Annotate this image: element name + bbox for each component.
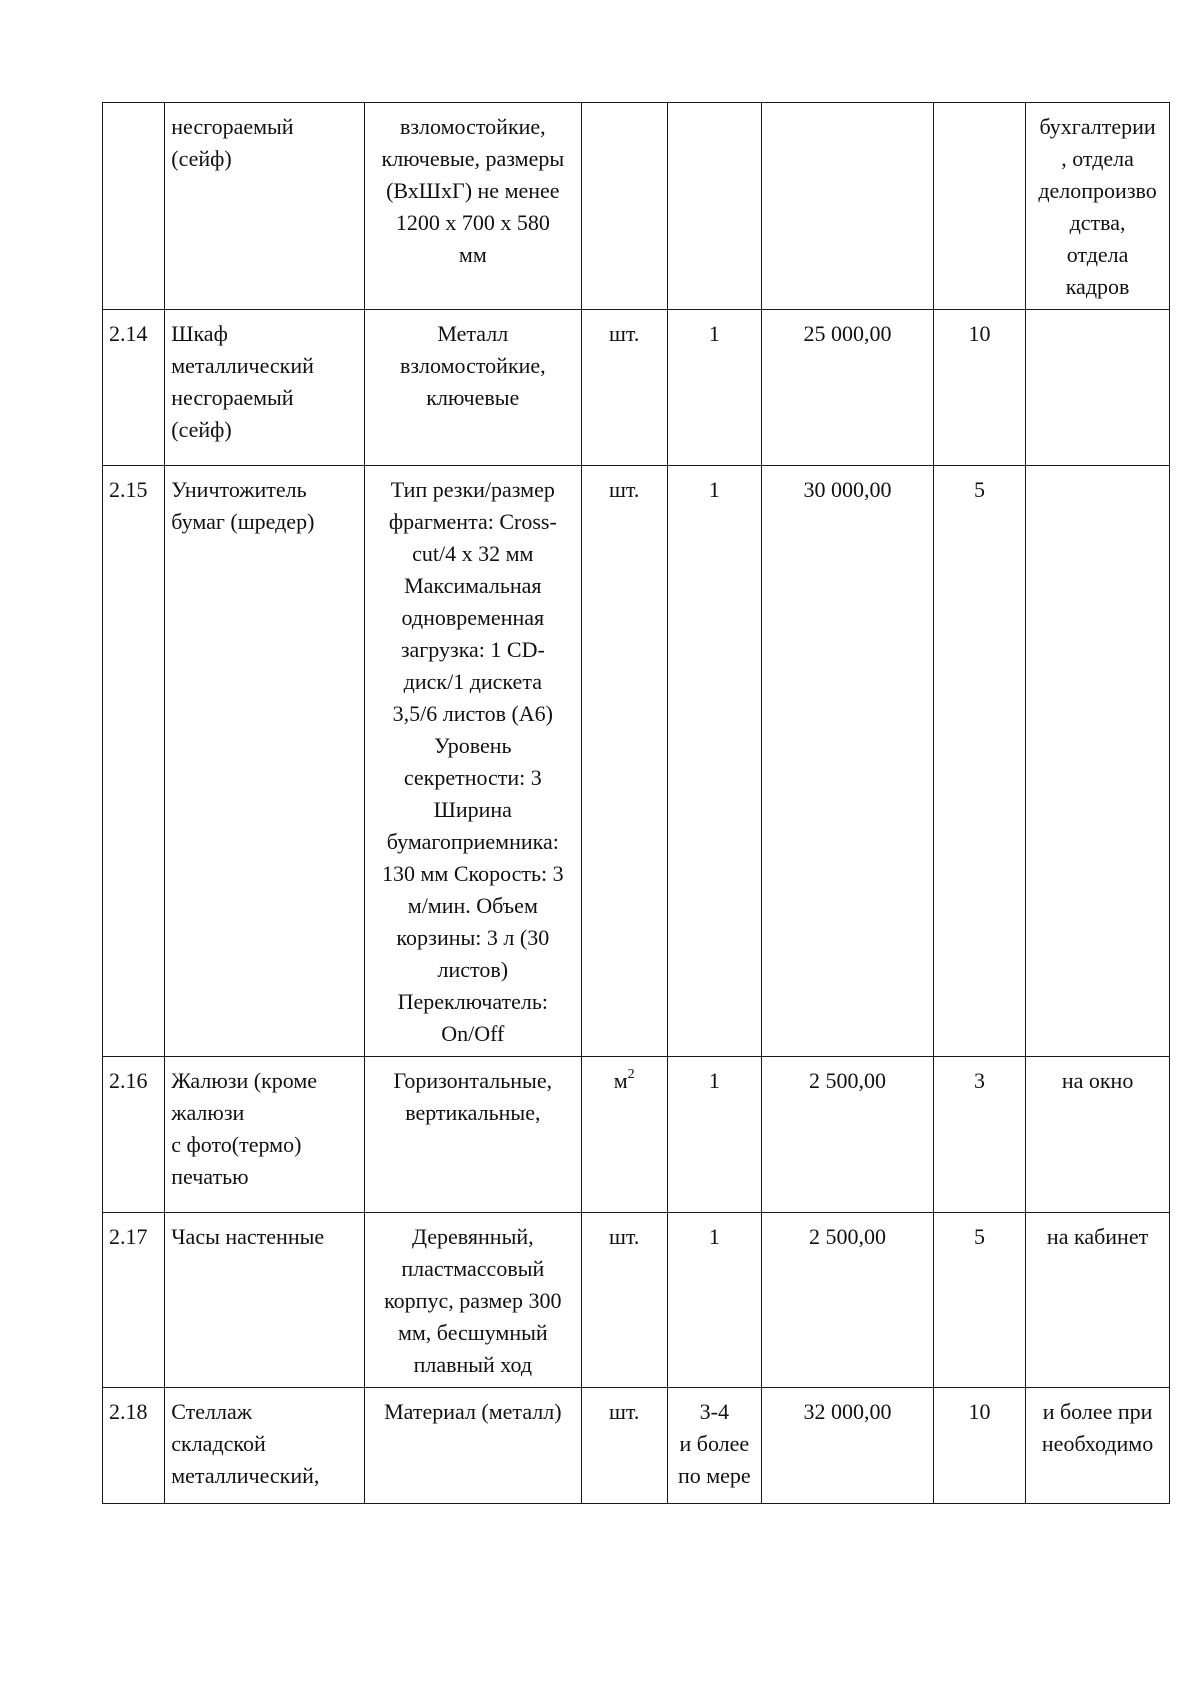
item-description-line: плавный ход [413,1352,533,1377]
item-unit: шт. [608,477,640,502]
item-description-line: Максимальная [404,573,542,598]
item-name-line: Стеллаж [171,1399,252,1424]
item-price-cell [762,1213,934,1388]
item-description-line: диск/1 дискета [403,669,542,694]
item-description-line: Уровень [434,733,512,758]
item-unit-cell [581,1057,667,1213]
item-service-life-cell [933,466,1025,1057]
item-number-cell [103,1057,165,1213]
item-price-cell [762,1388,934,1504]
item-note-line: бухгалтерии [1039,114,1156,139]
item-description-cell [364,1057,581,1213]
table-row [103,1388,1170,1504]
item-number: 2.16 [109,1068,148,1093]
item-description-line: Металл [437,321,509,346]
item-name-line: (сейф) [171,146,232,171]
item-number-cell [103,103,165,310]
item-quantity-line: и более [679,1431,750,1456]
item-unit-cell [581,466,667,1057]
item-quantity-line: по мере [677,1463,751,1488]
item-quantity-line: 1 [708,477,720,502]
item-quantity-cell [667,103,761,310]
item-number-cell [103,1213,165,1388]
item-note-line: кадров [1065,274,1130,299]
item-price: 2 500,00 [808,1224,886,1249]
item-description-cell [364,1213,581,1388]
item-name-line: Часы настенные [171,1224,325,1249]
item-number: 2.18 [109,1399,148,1424]
item-price: 25 000,00 [803,321,892,346]
item-name-line: жалюзи [171,1100,245,1125]
item-name-cell [165,103,365,310]
item-description-line: On/Off [441,1021,505,1046]
item-number-cell [103,310,165,466]
item-description-line: Горизонтальные, [393,1068,553,1093]
item-description-cell [364,1388,581,1504]
item-description-line: Деревянный, [412,1224,534,1249]
item-service-life-cell [933,1057,1025,1213]
item-note-cell [1026,1057,1170,1213]
item-price-cell [762,466,934,1057]
item-description-cell [364,466,581,1057]
item-note-cell [1026,103,1170,310]
item-description-line: (ВхШхГ) не менее [386,178,560,203]
item-description-line: бумагоприемника: [386,829,559,854]
item-quantity-cell [667,466,761,1057]
item-name-line: Жалюзи (кроме [171,1068,318,1093]
item-price: 32 000,00 [803,1399,892,1424]
equipment-table [102,102,1170,1504]
item-description-line: ключевые [426,385,520,410]
item-price-cell [762,1057,934,1213]
item-service-life: 10 [968,1399,991,1424]
item-unit: шт. [608,1399,640,1424]
item-service-life: 5 [973,477,985,502]
item-quantity-cell [667,1057,761,1213]
item-name-line: несгораемый [171,385,294,410]
item-description-line: листов) [437,957,509,982]
item-unit: шт. [608,321,640,346]
item-name-cell [165,310,365,466]
item-note-line: необходимо [1041,1431,1154,1456]
item-quantity-line: 1 [708,321,720,346]
item-note-line: и более при [1042,1399,1153,1424]
item-name-line: (сейф) [171,417,232,442]
item-unit: м [613,1068,628,1093]
item-description-line: 130 мм Скорость: 3 [381,861,564,886]
item-quantity-cell [667,1213,761,1388]
item-description-line: вертикальные, [405,1100,541,1125]
item-description-line: взломостойкие, [399,353,546,378]
item-description-line: ключевые, размеры [381,146,565,171]
item-name-line: складской [171,1431,266,1456]
table-body [103,103,1170,1504]
item-name-line: печатью [171,1164,249,1189]
item-note-line: , отдела [1061,146,1134,171]
item-note-line: дства, [1069,210,1126,235]
item-description-cell [364,310,581,466]
item-unit: шт. [608,1224,640,1249]
item-name-line: с фото(термо) [171,1132,302,1157]
item-note-cell [1026,1213,1170,1388]
item-description-line: мм [458,242,487,267]
item-name-cell [165,1213,365,1388]
item-name-cell [165,1388,365,1504]
table-row [103,103,1170,310]
item-service-life-cell [933,1213,1025,1388]
item-name-line: Уничтожитель [171,477,307,502]
item-note-cell [1026,310,1170,466]
item-unit-cell [581,1388,667,1504]
item-note-line: на кабинет [1046,1224,1149,1249]
item-number: 2.15 [109,477,148,502]
item-description-line: корпус, размер 300 [384,1288,562,1313]
item-unit-superscript: 2 [627,1067,635,1082]
item-unit-cell [581,1213,667,1388]
item-note-line: делопроизво [1038,178,1157,203]
item-number-cell [103,466,165,1057]
item-quantity-line: 1 [708,1224,720,1249]
item-description-line: взломостойкие, [399,114,546,139]
item-description-line: Переключатель: [397,989,549,1014]
item-name-line: металлический [171,353,314,378]
item-note-line: на окно [1061,1068,1134,1093]
item-description-line: Ширина [433,797,512,822]
table-row [103,1213,1170,1388]
item-description-line: м/мин. Объем [407,893,538,918]
item-description-line: 3,5/6 листов (А6) [392,701,554,726]
item-unit-cell [581,103,667,310]
item-note-line: отдела [1066,242,1129,267]
item-service-life-cell [933,1388,1025,1504]
item-price: 30 000,00 [803,477,892,502]
item-name-cell [165,466,365,1057]
item-name-line: металлический, [171,1463,320,1488]
item-quantity-line: 1 [708,1068,720,1093]
item-service-life: 5 [973,1224,985,1249]
item-description-line: фрагмента: Cross- [388,509,557,534]
item-description-line: мм, бесшумный [397,1320,548,1345]
item-name-line: несгораемый [171,114,294,139]
item-name-line: бумаг (шредер) [171,509,315,534]
item-description-line: пластмассовый [401,1256,545,1281]
item-description-line: cut/4 х 32 мм [412,541,534,566]
item-service-life-cell [933,310,1025,466]
item-name-cell [165,1057,365,1213]
item-number: 2.17 [109,1224,148,1249]
item-price-cell [762,103,934,310]
item-price-cell [762,310,934,466]
item-service-life-cell [933,103,1025,310]
item-quantity-cell [667,310,761,466]
item-unit-cell [581,310,667,466]
item-quantity-cell [667,1388,761,1504]
item-description-line: одновременная [401,605,545,630]
item-service-life: 3 [973,1068,985,1093]
item-description-line: Тип резки/размер [390,477,555,502]
item-note-cell [1026,1388,1170,1504]
item-name-line: Шкаф [171,321,228,346]
item-note-cell [1026,466,1170,1057]
item-description-line: 1200 х 700 х 580 [395,210,550,235]
table-row [103,310,1170,466]
table-row [103,1057,1170,1213]
item-description-line: загрузка: 1 CD- [400,637,545,662]
table-row [103,466,1170,1057]
item-description-cell [364,103,581,310]
item-description-line: Материал (металл) [384,1399,562,1424]
item-service-life: 10 [968,321,991,346]
item-number-cell [103,1388,165,1504]
item-price: 2 500,00 [808,1068,886,1093]
item-quantity-line: 3-4 [699,1399,729,1424]
item-number: 2.14 [109,321,148,346]
item-description-line: корзины: 3 л (30 [396,925,550,950]
item-description-line: секретности: 3 [403,765,542,790]
